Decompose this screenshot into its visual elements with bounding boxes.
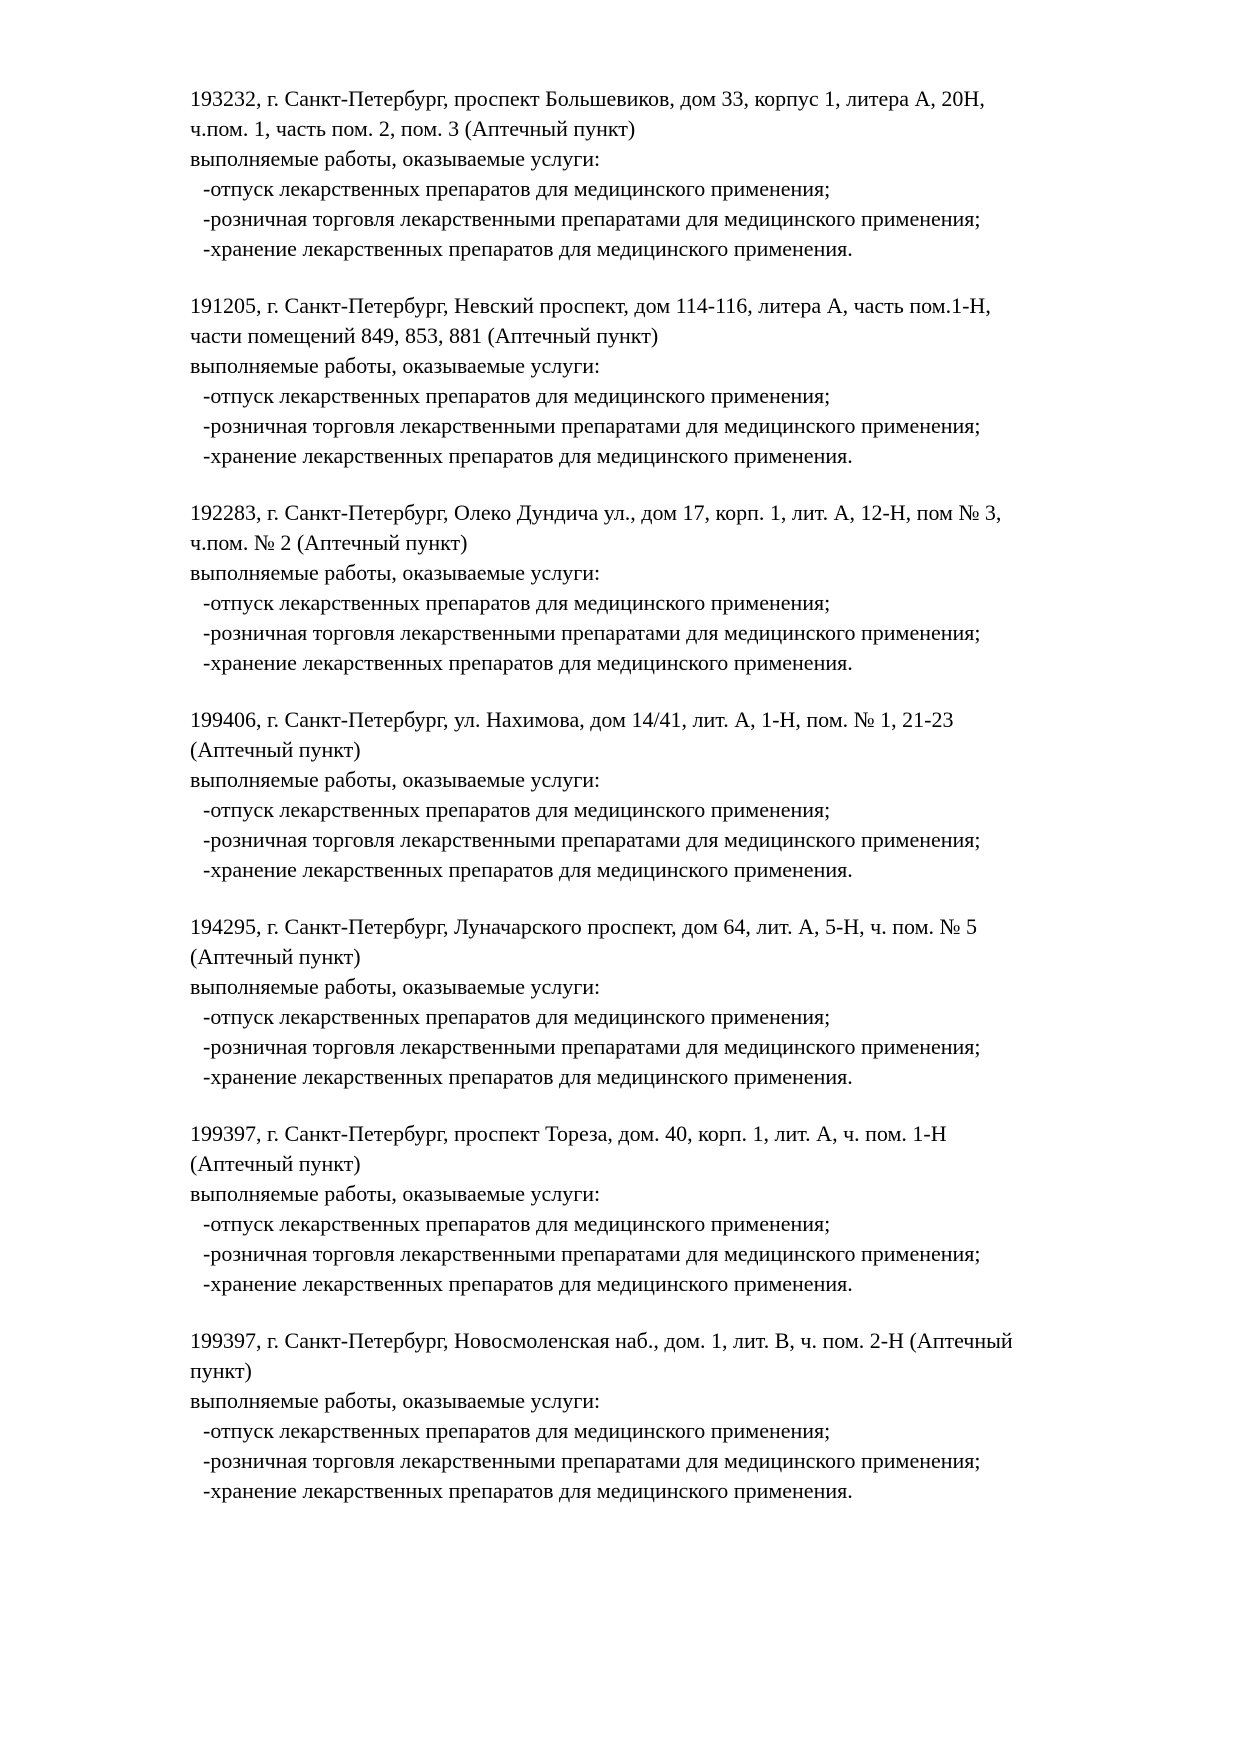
service-item: -розничная торговля лекарственными препаратами для медицинского применения; xyxy=(203,413,981,438)
works-label: выполняемые работы, оказываемые услуги: xyxy=(190,1181,601,1206)
address-line: (Аптечный пункт) xyxy=(190,1151,361,1176)
service-item: -розничная торговля лекарственными препаратами для медицинского применения; xyxy=(203,206,981,231)
service-item: -хранение лекарственных препаратов для медицинского применения. xyxy=(203,1271,853,1296)
service-item: -хранение лекарственных препаратов для медицинского применения. xyxy=(203,857,853,882)
pharmacy-entry xyxy=(190,84,1201,264)
service-item: -отпуск лекарственных препаратов для медицинского применения; xyxy=(203,590,831,615)
service-item: -хранение лекарственных препаратов для медицинского применения. xyxy=(203,236,853,261)
address-line: (Аптечный пункт) xyxy=(190,944,361,969)
service-item: -отпуск лекарственных препаратов для медицинского применения; xyxy=(203,797,831,822)
address-line: 191205, г. Санкт-Петербург, Невский проспект, дом 114-116, литера А, часть пом.1-Н, xyxy=(190,293,991,318)
address-line: 193232, г. Санкт-Петербург, проспект Большевиков, дом 33, корпус 1, литера А, 20Н, xyxy=(190,86,985,111)
pharmacy-entry xyxy=(190,1119,1201,1299)
works-label: выполняемые работы, оказываемые услуги: xyxy=(190,767,601,792)
address-line: 199397, г. Санкт-Петербург, Новосмоленская наб., дом. 1, лит. В, ч. пом. 2-Н (Аптечный xyxy=(190,1328,1013,1353)
pharmacy-entry xyxy=(190,912,1201,1092)
works-label: выполняемые работы, оказываемые услуги: xyxy=(190,560,601,585)
service-item: -хранение лекарственных препаратов для медицинского применения. xyxy=(203,1478,853,1503)
pharmacy-entry xyxy=(190,498,1201,678)
service-item: -отпуск лекарственных препаратов для медицинского применения; xyxy=(203,176,831,201)
address-line: части помещений 849, 853, 881 (Аптечный пункт) xyxy=(190,323,659,348)
address-line: 194295, г. Санкт-Петербург, Луначарского проспект, дом 64, лит. А, 5-Н, ч. пом. № 5 xyxy=(190,914,978,939)
address-line: пункт) xyxy=(190,1358,252,1383)
service-item: -хранение лекарственных препаратов для медицинского применения. xyxy=(203,1064,853,1089)
service-item: -розничная торговля лекарственными препаратами для медицинского применения; xyxy=(203,620,981,645)
pharmacy-entry xyxy=(190,291,1201,471)
works-label: выполняемые работы, оказываемые услуги: xyxy=(190,146,601,171)
address-line: 199397, г. Санкт-Петербург, проспект Тореза, дом. 40, корп. 1, лит. А, ч. пом. 1-Н xyxy=(190,1121,947,1146)
service-item: -розничная торговля лекарственными препаратами для медицинского применения; xyxy=(203,1241,981,1266)
address-line: ч.пом. № 2 (Аптечный пункт) xyxy=(190,530,468,555)
service-item: -розничная торговля лекарственными препаратами для медицинского применения; xyxy=(203,1448,981,1473)
address-line: ч.пом. 1, часть пом. 2, пом. 3 (Аптечный пункт) xyxy=(190,116,636,141)
works-label: выполняемые работы, оказываемые услуги: xyxy=(190,1388,601,1413)
service-item: -отпуск лекарственных препаратов для медицинского применения; xyxy=(203,1211,831,1236)
pharmacy-entry xyxy=(190,1326,1201,1506)
service-item: -розничная торговля лекарственными препаратами для медицинского применения; xyxy=(203,827,981,852)
service-item: -отпуск лекарственных препаратов для медицинского применения; xyxy=(203,1418,831,1443)
address-line: 199406, г. Санкт-Петербург, ул. Нахимова, дом 14/41, лит. А, 1-Н, пом. № 1, 21-23 xyxy=(190,707,954,732)
service-item: -розничная торговля лекарственными препаратами для медицинского применения; xyxy=(203,1034,981,1059)
address-line: 192283, г. Санкт-Петербург, Олеко Дундича ул., дом 17, корп. 1, лит. А, 12-Н, пом № 3, xyxy=(190,500,1002,525)
works-label: выполняемые работы, оказываемые услуги: xyxy=(190,353,601,378)
service-item: -отпуск лекарственных препаратов для медицинского применения; xyxy=(203,383,831,408)
works-label: выполняемые работы, оказываемые услуги: xyxy=(190,974,601,999)
pharmacy-entry xyxy=(190,705,1201,885)
service-item: -хранение лекарственных препаратов для медицинского применения. xyxy=(203,650,853,675)
service-item: -хранение лекарственных препаратов для медицинского применения. xyxy=(203,443,853,468)
service-item: -отпуск лекарственных препаратов для медицинского применения; xyxy=(203,1004,831,1029)
address-line: (Аптечный пункт) xyxy=(190,737,361,762)
